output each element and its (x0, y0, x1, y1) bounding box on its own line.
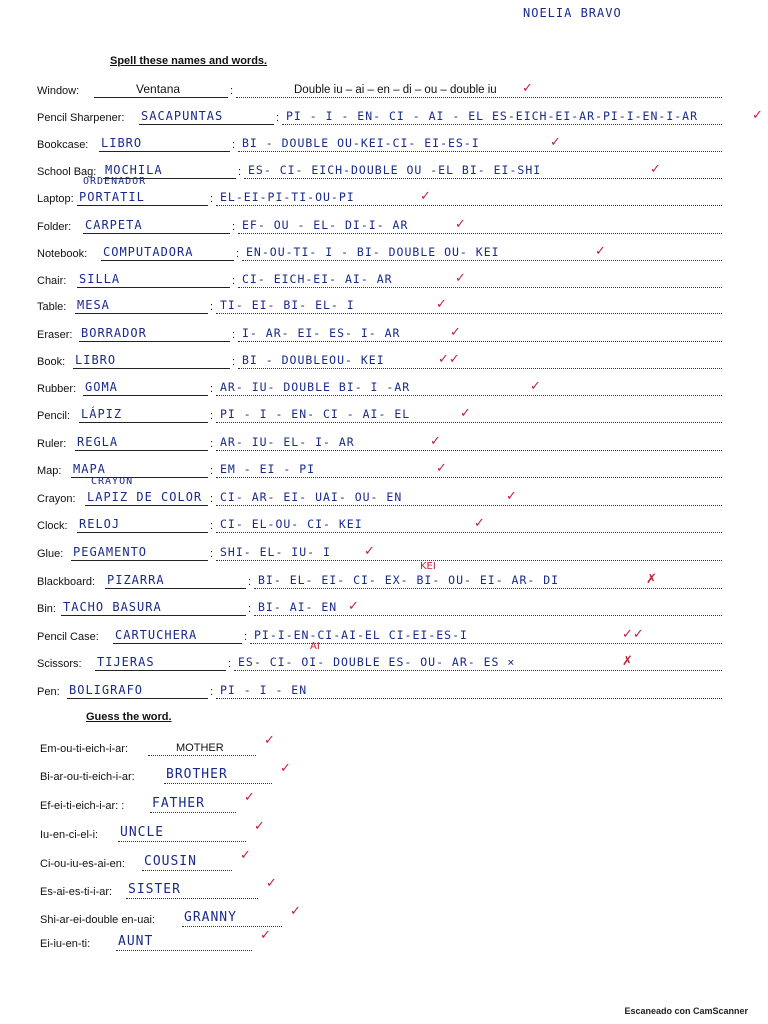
spelling-dotted-line (216, 450, 722, 451)
spelling-dotted-line (254, 615, 722, 616)
spanish-word[interactable]: PEGAMENTO (73, 545, 148, 559)
spelling-row: Rubber: GOMA : AR- IU- DOUBLE BI- I -AR ✓ (0, 374, 768, 398)
answer-underline (67, 698, 208, 699)
check-mark-icon: ✓ (244, 790, 255, 805)
check-mark-icon: ✓ (506, 489, 517, 504)
check-mark-icon: ✓ (264, 733, 275, 748)
check-mark-icon: ✓ (455, 271, 466, 286)
spanish-word[interactable]: COMPUTADORA (103, 245, 194, 259)
spelling-answer[interactable]: EN-OU-TI- I - BI- DOUBLE OU- KEI (246, 245, 500, 259)
check-mark-icon: ✓ (595, 244, 606, 259)
row-label: Clock: (37, 520, 68, 532)
spelling-row: Table: MESA : TI- EI- BI- EL- I ✓ (0, 292, 768, 316)
spelling-dotted-line (216, 422, 722, 423)
correction-above: CRAYON (91, 476, 134, 487)
spelling-answer[interactable]: PI - I - EN- CI - AI- EL (220, 407, 411, 421)
spelling-answer[interactable]: AR- IU- EL- I- AR (220, 435, 355, 449)
spelling-row: Book: LIBRO : BI - DOUBLEOU- KEI ✓✓ (0, 347, 768, 371)
spelling-dotted-line (216, 205, 722, 206)
spanish-word[interactable]: MESA (77, 298, 110, 312)
spelling-dotted-line (216, 313, 722, 314)
spelling-dotted-line (216, 395, 722, 396)
spanish-word[interactable]: REGLA (77, 435, 119, 449)
check-mark-icon: ✓ (530, 379, 541, 394)
guess-answer[interactable]: GRANNY (184, 910, 237, 925)
answer-underline (113, 643, 242, 644)
guess-dotted-line (118, 841, 246, 842)
spelling-row: Folder: CARPETA : EF- OU - EL- DI-I- AR ✓ (0, 212, 768, 236)
check-mark-icon: ✓ (474, 516, 485, 531)
spelling-row: Ruler: REGLA : AR- IU- EL- I- AR ✓ (0, 429, 768, 453)
answer-underline (75, 313, 208, 314)
check-mark-icon: ✓ (254, 819, 265, 834)
wrong-mark-icon: ✗ (646, 572, 657, 587)
spelling-dotted-line (238, 233, 722, 234)
check-mark-icon: ✓ (550, 135, 561, 150)
spelling-row: Map: MAPA : EM - EI - PI ✓ (0, 456, 768, 480)
spanish-word[interactable]: LIBRO (75, 353, 117, 367)
answer-underline (105, 588, 246, 589)
answer-underline (61, 615, 246, 616)
spelling-dotted-line (236, 97, 722, 98)
check-mark-icon: ✓✓ (622, 627, 644, 642)
check-mark-icon: ✓ (420, 189, 431, 204)
guess-label: Es-ai-es-ti-i-ar: (40, 886, 113, 898)
row-label: Bookcase: (37, 139, 89, 151)
section-title-guess: Guess the word. (86, 711, 172, 723)
spelling-row: Pencil Case: CARTUCHERA : PI-I-EN-CI-AI-EL CI-EI-ES-I ✓✓ (0, 622, 768, 646)
row-label: Rubber: (37, 383, 77, 395)
spelling-row: School Bag: MOCHILA : ES- CI- EICH-DOUBLE OU -EL BI- EI-SHI ✓ (0, 157, 768, 181)
row-label: Eraser: (37, 329, 73, 341)
spanish-word[interactable]: LAPIZ DE COLOR (87, 490, 203, 504)
spelling-dotted-line (250, 643, 722, 644)
row-label: Notebook: (37, 248, 88, 260)
guess-answer[interactable]: BROTHER (166, 767, 228, 782)
guess-label: Ef-ei-ti-eich-i-ar: : (40, 800, 125, 812)
spelling-dotted-line (242, 260, 722, 261)
answer-underline (139, 124, 274, 125)
guess-label: Ei-iu-en-ti: (40, 938, 91, 950)
answer-underline (94, 97, 228, 98)
spelling-answer[interactable]: I- AR- EI- ES- I- AR (242, 326, 401, 340)
spanish-word[interactable]: RELOJ (79, 517, 121, 531)
spelling-dotted-line (216, 560, 722, 561)
spelling-row: Pencil Sharpener: SACAPUNTAS : PI - I - EN- CI - AI - EL ES-EICH-EI-AR-PI-I-EN-I-AR ✓ (37, 108, 763, 124)
spanish-word[interactable]: Ventana (136, 82, 181, 96)
spelling-answer[interactable]: SHI- EL- IU- I (220, 545, 331, 559)
guess-row (0, 762, 768, 786)
spelling-row: Glue: PEGAMENTO : SHI- EL- IU- I ✓ (0, 539, 768, 563)
spelling-answer[interactable]: ES- CI- EICH-DOUBLE OU -EL BI- EI-SHI (248, 163, 542, 177)
spanish-word[interactable]: CARTUCHERA (115, 628, 198, 642)
spelling-row: Blackboard: PIZARRA : BI- EL- EI- CI- EX- BI- OU- EI- AR- DI KEI ✗ (0, 567, 768, 591)
answer-underline (101, 260, 234, 261)
spanish-word[interactable]: BOLIGRAFO (69, 683, 144, 697)
check-mark-icon: ✓ (364, 544, 375, 559)
row-label: Pencil Sharpener: (37, 112, 125, 124)
guess-label: Ci-ou-iu-es-ai-en: (40, 858, 125, 870)
guess-row (0, 905, 768, 929)
spelling-row: Crayon: LAPIZ DE COLOR : CI- AR- EI- UAI- OU- EN CRAYON ✓ (0, 484, 768, 508)
spelling-answer[interactable]: BI - DOUBLEOU- KEI (242, 353, 385, 367)
check-mark-icon: ✓ (280, 761, 291, 776)
row-label: Chair: (37, 275, 67, 287)
spelling-answer[interactable]: EL-EI-PI-TI-OU-PI (220, 190, 355, 204)
guess-row (0, 791, 768, 815)
spelling-dotted-line (238, 287, 722, 288)
guess-row (0, 734, 768, 758)
spanish-word[interactable]: SILLA (79, 272, 121, 286)
spelling-answer[interactable]: Double iu – ai – en – di – ou – double iu (294, 84, 497, 96)
spelling-row: Chair: SILLA : CI- EICH-EI- AI- AR ✓ (0, 266, 768, 290)
spanish-word[interactable]: PORTATIL (79, 190, 145, 204)
check-mark-icon: ✓ (348, 599, 359, 614)
scanner-footer: Escaneado con CamScanner (624, 1006, 748, 1016)
answer-underline (83, 233, 230, 234)
answer-underline (77, 205, 208, 206)
spelling-answer[interactable]: CI- EL-OU- CI- KEI (220, 517, 363, 531)
answer-underline (83, 395, 208, 396)
check-mark-icon: ✓ (290, 904, 301, 919)
check-mark-icon: ✓ (436, 461, 447, 476)
check-mark-icon: ✓ (460, 406, 471, 421)
guess-answer[interactable]: FATHER (152, 796, 205, 811)
guess-answer[interactable]: MOTHER (176, 742, 224, 754)
answer-underline (79, 341, 230, 342)
guess-label: Iu-en-ci-el-i: (40, 829, 99, 841)
spanish-word[interactable]: CARPETA (85, 218, 143, 232)
row-label: Glue: (37, 548, 64, 560)
row-label: Laptop: (37, 193, 74, 205)
spelling-answer[interactable]: CI- EICH-EI- AI- AR (242, 272, 393, 286)
spelling-dotted-line (216, 505, 722, 506)
spelling-answer[interactable]: CI- AR- EI- UAI- OU- EN (220, 490, 403, 504)
spelling-answer[interactable]: EM - EI - PI (220, 462, 316, 476)
row-label: Ruler: (37, 438, 67, 450)
row-label: School Bag: (37, 166, 97, 178)
spanish-word[interactable]: TIJERAS (97, 655, 155, 669)
check-mark-icon: ✓ (240, 848, 251, 863)
check-mark-icon: ✓ (266, 876, 277, 891)
spanish-word[interactable]: MAPA (73, 462, 106, 476)
row-label: Blackboard: (37, 576, 96, 588)
spelling-dotted-line (216, 477, 722, 478)
spelling-row: Notebook: COMPUTADORA : EN-OU-TI- I - BI- DOUBLE OU- KEI ✓ (0, 239, 768, 263)
guess-label: Shi-ar-ei-double en-uai: (40, 914, 155, 926)
check-mark-icon: ✓ (650, 162, 661, 177)
row-label: Pen: (37, 686, 60, 698)
correction-above: ORDENADOR (83, 176, 147, 187)
spelling-row: Laptop: PORTATIL : EL-EI-PI-TI-OU-PI ORDENADOR ✓ (0, 184, 768, 208)
spelling-dotted-line (238, 341, 722, 342)
guess-dotted-line (182, 926, 282, 927)
answer-underline (79, 422, 208, 423)
row-label: Scissors: (37, 658, 82, 670)
check-mark-icon: ✓ (752, 108, 763, 123)
guess-answer[interactable]: UNCLE (120, 825, 165, 840)
answer-underline (75, 450, 208, 451)
answer-underline (99, 151, 230, 152)
spelling-dotted-line (238, 368, 722, 369)
spelling-answer[interactable]: AR- IU- DOUBLE BI- I -AR (220, 380, 411, 394)
guess-label: Bi-ar-ou-ti-eich-i-ar: (40, 771, 135, 783)
check-mark-icon: ✓ (450, 325, 461, 340)
spelling-dotted-line (234, 670, 722, 671)
spelling-row: Scissors: TIJERAS : ES- CI- OI- DOUBLE ES- OU- AR- ES × AI ✗ (0, 649, 768, 673)
spanish-word[interactable]: PIZARRA (107, 573, 165, 587)
spelling-row: Eraser: BORRADOR : I- AR- EI- ES- I- AR ✓ (0, 320, 768, 344)
spelling-answer[interactable]: BI- EL- EI- CI- EX- BI- OU- EI- AR- DI (258, 573, 560, 587)
wrong-mark-icon: ✗ (622, 654, 633, 669)
spelling-answer[interactable]: BI - DOUBLE OU-KEI-CI- EI-ES-I (242, 136, 480, 150)
answer-underline (73, 368, 230, 369)
spanish-word[interactable]: MOCHILA (105, 163, 163, 177)
spelling-dotted-line (216, 698, 722, 699)
check-mark-icon: ✓ (522, 81, 533, 96)
spelling-dotted-line (216, 532, 722, 533)
guess-dotted-line (164, 783, 272, 784)
answer-underline (95, 670, 226, 671)
guess-label: Em-ou-ti-eich-i-ar: (40, 743, 129, 755)
spanish-word[interactable]: LIBRO (101, 136, 143, 150)
guess-dotted-line (116, 950, 252, 951)
spelling-answer[interactable]: PI - I - EN (220, 683, 308, 697)
spelling-answer[interactable]: TI- EI- BI- EL- I (220, 298, 355, 312)
spanish-word[interactable]: GOMA (85, 380, 118, 394)
guess-row (0, 929, 768, 953)
spelling-dotted-line (282, 124, 722, 125)
correction-above: KEI (420, 561, 436, 572)
spelling-row: Pencil: LÁPIZ : PI - I - EN- CI - AI- EL ✓ (0, 401, 768, 425)
guess-dotted-line (148, 755, 256, 756)
spelling-row: Clock: RELOJ : CI- EL-OU- CI- KEI ✓ (0, 511, 768, 535)
spelling-answer[interactable]: EF- OU - EL- DI-I- AR (242, 218, 409, 232)
check-mark-icon: ✓ (436, 297, 447, 312)
answer-underline (77, 532, 208, 533)
guess-dotted-line (126, 898, 258, 899)
check-mark-icon: ✓ (430, 434, 441, 449)
spanish-word[interactable]: SACAPUNTAS (141, 109, 224, 123)
answer-underline (71, 560, 208, 561)
guess-row (0, 877, 768, 901)
guess-row (0, 849, 768, 873)
guess-row (0, 820, 768, 844)
correction-above: AI (310, 641, 320, 652)
guess-answer[interactable]: SISTER (128, 882, 181, 897)
spelling-dotted-line (244, 178, 722, 179)
guess-dotted-line (142, 870, 232, 871)
spanish-word[interactable]: BORRADOR (81, 326, 147, 340)
spanish-word[interactable]: LÁPIZ (81, 407, 123, 421)
spanish-word[interactable]: TACHO BASURA (63, 600, 162, 614)
student-name: NOELIA BRAVO (523, 6, 622, 20)
row-label: Crayon: (37, 493, 76, 505)
guess-dotted-line (150, 812, 236, 813)
row-label: Folder: (37, 221, 72, 233)
row-label: Book: (37, 356, 66, 368)
spelling-row: Pen: BOLIGRAFO : PI - I - EN (0, 677, 768, 701)
spelling-row: Bin: TACHO BASURA : BI- AI- EN ✓ (0, 594, 768, 618)
row-label: Pencil: (37, 410, 71, 422)
check-mark-icon: ✓ (260, 928, 271, 943)
guess-answer[interactable]: COUSIN (144, 854, 197, 869)
row-label: Table: (37, 301, 67, 313)
check-mark-icon: ✓✓ (438, 352, 460, 367)
guess-answer[interactable]: AUNT (118, 934, 154, 949)
answer-underline (77, 287, 230, 288)
row-label: Map: (37, 465, 62, 477)
spelling-answer[interactable]: ES- CI- OI- DOUBLE ES- OU- AR- ES × (238, 655, 516, 669)
spelling-answer[interactable]: BI- AI- EN (258, 600, 338, 614)
answer-underline (85, 505, 208, 506)
spelling-dotted-line (238, 151, 722, 152)
row-label: Bin: (37, 603, 56, 615)
spelling-dotted-line (254, 588, 722, 589)
row-label: Window: (37, 85, 80, 97)
row-label: Pencil Case: (37, 631, 99, 643)
spelling-row: Bookcase: LIBRO : BI - DOUBLE OU-KEI-CI- EI-ES-I ✓ (0, 130, 768, 154)
check-mark-icon: ✓ (455, 217, 466, 232)
section-title-spell: Spell these names and words. (110, 55, 268, 67)
spelling-row: Window: Ventana : Double iu – ai – en – di – ou – double iu ✓ (0, 76, 768, 100)
spelling-answer[interactable]: PI - I - EN- CI - AI - EL ES-EICH-EI-AR-PI-I-EN-I-AR (286, 109, 699, 123)
spelling-answer[interactable]: PI-I-EN-CI-AI-EL CI-EI-ES-I (254, 628, 468, 642)
